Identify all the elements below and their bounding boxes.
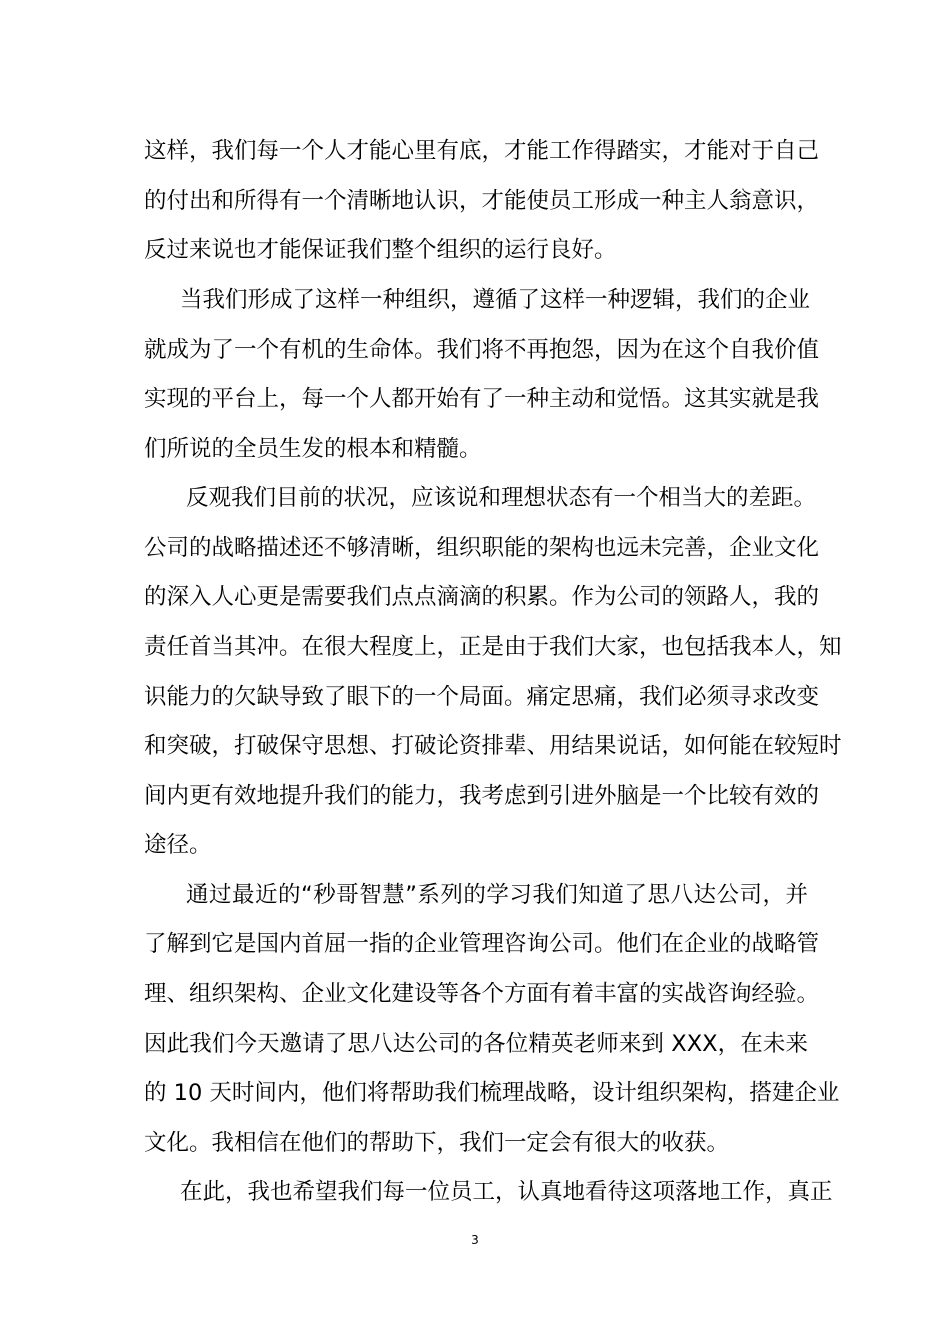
paragraph-3-line-8: 途径。	[144, 832, 212, 858]
paragraph-2-line-1: 当我们形成了这样一种组织，遵循了这样一种逻辑，我们的企业	[180, 287, 811, 313]
paragraph-3-line-7: 间内更有效地提升我们的能力，我考虑到引进外脑是一个比较有效的	[144, 783, 820, 809]
paragraph-4-line-3: 理、组织架构、企业文化建设等各个方面有着丰富的实战咨询经验。	[144, 981, 820, 1007]
paragraph-2-line-4: 们所说的全员生发的根本和精髓。	[144, 436, 482, 462]
paragraph-5-line-1: 在此，我也希望我们每一位员工，认真地看待这项落地工作，真正	[180, 1179, 833, 1205]
paragraph-1-line-2: 的付出和所得有一个清晰地认识，才能使员工形成一种主人翁意识，	[144, 188, 820, 214]
paragraph-4-line-2: 了解到它是国内首屈一指的企业管理咨询公司。他们在企业的战略管	[144, 931, 820, 957]
paragraph-4-line-1: 通过最近的“秒哥智慧”系列的学习我们知道了思八达公司，并	[186, 882, 808, 908]
paragraph-2-line-2: 就成为了一个有机的生命体。我们将不再抱怨，因为在这个自我价值	[144, 337, 820, 363]
paragraph-3-line-5: 识能力的欠缺导致了眼下的一个局面。痛定思痛，我们必须寻求改变	[144, 684, 820, 710]
paragraph-1-line-1: 这样，我们每一个人才能心里有底，才能工作得踏实，才能对于自己	[144, 138, 820, 164]
paragraph-4-line-6: 文化。我相信在他们的帮助下，我们一定会有很大的收获。	[144, 1130, 730, 1156]
paragraph-3-line-4: 责任首当其冲。在很大程度上，正是由于我们大家，也包括我本人，知	[144, 634, 842, 660]
paragraph-3-line-1: 反观我们目前的状况，应该说和理想状态有一个相当大的差距。	[186, 485, 817, 511]
paragraph-3-line-6: 和突破，打破保守思想、打破论资排辈、用结果说话，如何能在较短时	[144, 733, 842, 759]
paragraph-3-line-3: 的深入人心更是需要我们点点滴滴的积累。作为公司的领路人，我的	[144, 584, 820, 610]
paragraph-4-line-5: 的 10 天时间内，他们将帮助我们梳理战略，设计组织架构，搭建企业	[144, 1080, 840, 1106]
paragraph-1-line-3: 反过来说也才能保证我们整个组织的运行良好。	[144, 237, 617, 263]
paragraph-4-line-4: 因此我们今天邀请了思八达公司的各位精英老师来到 XXX，在未来	[144, 1031, 808, 1057]
page-number: 3	[471, 1233, 479, 1247]
paragraph-3-line-2: 公司的战略描述还不够清晰，组织职能的架构也远未完善，企业文化	[144, 535, 820, 561]
paragraph-2-line-3: 实现的平台上，每一个人都开始有了一种主动和觉悟。这其实就是我	[144, 386, 820, 412]
